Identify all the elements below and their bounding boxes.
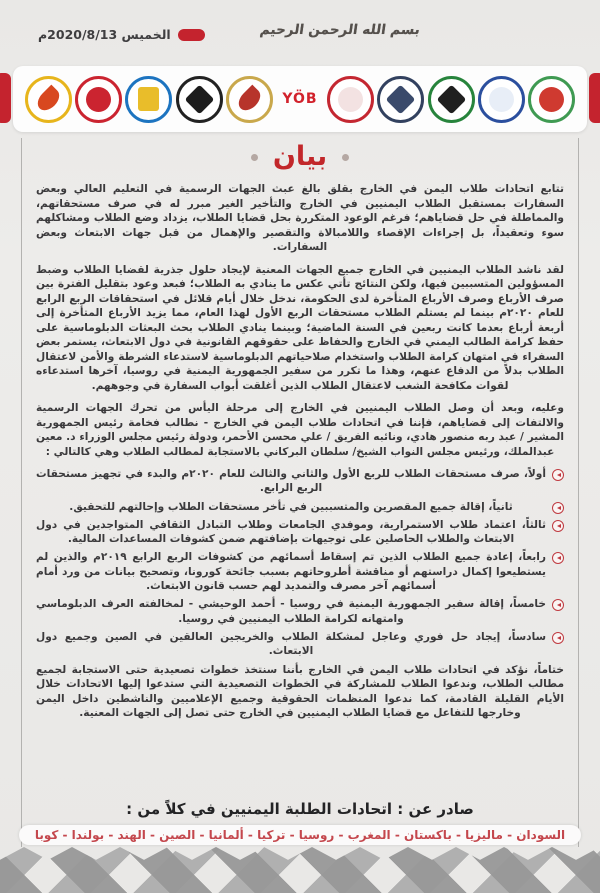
logo-gold-flame-yemen-flag <box>226 76 273 123</box>
logo-graduation-cap-black <box>176 76 223 123</box>
logo-gold-flame-yemen-flag-core <box>235 84 265 114</box>
logo-flame-open-book <box>25 76 72 123</box>
logo-yob-wordmark-glyph: YÖB <box>282 91 318 107</box>
demand-text: خامساً، إقالة سفير الجمهورية اليمنية في روسيا - أحمد الوحيشي - لمخالفته العرف الدبلوماسي وامتهانه لكرامة الطلاب اليمنيين في روسيا. <box>36 598 546 625</box>
logo-yemen-students-turkey-hands <box>75 76 122 123</box>
page-edge-line-left <box>21 138 22 847</box>
zigzag-border-decoration <box>0 847 600 893</box>
logo-ysui-tower-core <box>138 87 159 111</box>
logo-cap-over-building <box>377 76 424 123</box>
organization-logos-band <box>13 66 587 132</box>
demand-text: سادساً، إيجاد حل فوري وعاجل لمشكلة الطلاب والخريجين العالقين في الصين وجميع دول الابتعاث. <box>36 630 546 658</box>
demand-item-1 <box>36 467 564 496</box>
statement-paragraph-1: تتابع اتحادات طلاب اليمن في الخارج بقلق بالغ عبث الجهات الرسمية في التعليم العالي وبعض السفارات بمستقبل الطلاب اليمنيين في الخارج والتأخير الغير مبرر له في صرف مستحقاتهم، والمماطلة في حل قضاياهم؛ فرغم الوعود المتكررة بحل قضايا الطلاب، يزداد وضع الطلاب ومشاكلهم سوء وتعقيداً، بل إجراءات الإقصاء واللامبالاة والتقصير والإهمال من قبل جهات الابتعاث وبعض السفارات. <box>36 183 564 253</box>
red-ribbon-cap-right <box>589 73 600 123</box>
arrow-left-icon <box>557 603 561 607</box>
demand-bullet-icon <box>552 502 564 514</box>
arrow-left-icon <box>557 473 561 477</box>
title-dot-right <box>342 154 349 161</box>
demand-item-6 <box>36 630 564 659</box>
page-edge-line-right <box>578 138 579 847</box>
demand-item-3 <box>36 518 564 547</box>
demand-bullet-icon <box>552 552 564 564</box>
logo-malaysia-union-flags <box>478 76 525 123</box>
logo-graduates-red-circle-core <box>338 87 363 112</box>
arrow-left-icon <box>557 556 561 560</box>
bismillah-calligraphy: بسم الله الرحمن الرحيم <box>258 22 422 38</box>
demand-item-2 <box>36 500 564 514</box>
arrow-left-icon <box>557 506 561 510</box>
logo-pakistan-union-book <box>428 76 475 123</box>
demand-bullet-icon <box>552 469 564 481</box>
logo-india-union-emblem-core <box>539 87 564 112</box>
arrow-left-icon <box>557 636 561 640</box>
closing-paragraph: ختاماً، نؤكد في اتحادات طلاب اليمن في الخارج بأننا سنتخذ خطوات تصعيدية حتى الاستجابة لجميع مطالب الطلاب، وندعوا الطلاب للمشاركة في الخطوات التصعيدية التي ستدعوا إليها الاتحادات خلال الأيام القليلة القادمة، كما ندعوا المنظمات الحقوقية وجميع الإعلاميين والناشطين داخل اليمن وخارجها للتفاعل مع قضايا الطلاب اليمنيين في الخارج حتى تصل إلى الجهات المعنية. <box>36 663 564 720</box>
demand-bullet-icon <box>552 599 564 611</box>
demand-text: أولاً، صرف مستحقات الطلاب للربع الأول والثاني والثالث للعام ٢٠٢٠م والبدء في تجهيز مستحقات الربع الرابع. <box>36 468 546 495</box>
demand-text: ثالثاً، اعتماد طلاب الاستمرارية، وموفدي الجامعات وطلاب التبادل الثقافي المتواجدين في دول الابتعاث والطلاب الحاصلين على توجيهات بإضافتهم ضمن كشوفات المساعدات المالية. <box>36 518 546 546</box>
logo-malaysia-union-flags-core <box>489 87 514 112</box>
logo-graduation-cap-black-core <box>184 84 214 114</box>
logo-pakistan-union-book-core <box>436 84 466 114</box>
logo-cap-over-building-core <box>386 84 416 114</box>
arrow-left-icon <box>557 524 561 528</box>
logo-graduates-red-circle <box>327 76 374 123</box>
logo-yob-wordmark <box>276 76 323 123</box>
demand-bullet-icon <box>552 520 564 532</box>
red-ribbon-cap-left <box>0 73 11 123</box>
date-bullet-icon <box>178 29 205 41</box>
demand-text: رابعاً، إعادة جميع الطلاب الذين تم إسقاط أسمائهم من كشوفات الربع الرابع ٢٠١٩م والذين لم يستطيعوا إكمال دراستهم أو مناقشة أطروحاتهم بسبب جائحة كورونا، وتصحيح بيانات من ورد أمام أسمائهم آخر مصرف والتمديد لهم حسب قانون الابتعاث. <box>36 551 546 593</box>
date-group <box>38 27 205 42</box>
logo-yemen-students-turkey-hands-core <box>86 87 111 112</box>
logo-flame-open-book-core <box>33 84 63 114</box>
document-body <box>36 140 564 795</box>
title-dot-left <box>251 154 258 161</box>
logo-ysui-tower <box>125 76 172 123</box>
demand-item-5 <box>36 597 564 626</box>
demand-text: ثانياً، إقالة جميع المقصرين والمتسببين في تأخر مستحقات الطلاب وإحالتهم للتحقيق. <box>69 500 513 513</box>
demand-bullet-icon <box>552 632 564 644</box>
statement-paragraph-2: لقد ناشد الطلاب اليمنيين في الخارج جميع الجهات المعنية لإيجاد حلول جذرية لقضايا الطلاب وضبط المسؤولين المتسببين فيها، ولكن النتائج تأتي عكس ما ينادي به الطلاب؛ فبعد وعود بتقليل الفترة بين صرف الأرباع وصرف الأرباع المتأخرة لدى الحكومة، ندخل خلال أيام قلائل في استحقاقات الربع الرابع للعام ٢٠٢٠م بينما لم يستلم الطلاب مستحقات الربع الأول لهذا العام، مما يزيد الأرباع المتأخرة إلى أربعة أرباع بعدما كانت ربعين في السنة الماضية؛ وبينما ينادي الطلاب بحث البعثات الدبلوماسية على حفظ كرامة الطالب اليمني في الخارج والحفاظ على حقوقهم القانونية في دول الابتعاث، يستمر بعض السفراء في امتهان كرامة الطلاب واستخدام صلاحياتهم الدبلوماسية لاستدعاء الشرطة والأمن لاعتقال الطلاب بدلاً من الدفاع عنهم، وهذا ما تكرر من سفير الجمهورية اليمنية في روسيا، آخرها استدعاءه لقوات مكافحة الشغب لاعتقال الطلاب الذين أغلقت أبواب السفارة في وجوههم. <box>36 263 564 392</box>
statement-title-row <box>36 142 564 172</box>
page-title: بيان <box>272 141 328 172</box>
date-text: الخميس 2020/8/13م <box>38 27 171 42</box>
countries-list: السودان - ماليزيا - باكستان - المغرب - روسيا - تركيا - ألمانيا - الصين - الهند - بولندا - كوبا <box>19 825 581 845</box>
demands-list <box>36 467 564 659</box>
demand-item-4 <box>36 550 564 593</box>
statement-paragraph-3: وعليه، وبعد أن وصل الطلاب اليمنيين في الخارج إلى مرحلة اليأس من تحرك الجهات الرسمية والالتفات إلى قضاياهم، فإننا في اتحادات طلاب اليمن في الخارج - نطالب فخامة رئيس الجمهورية المشير / عبد ربه منصور هادي، ونائبه الفريق / علي محسن الأحمر، ودولة رئيس مجلس الوزراء د. معين عبدالملك، ورئيس مجلس النواب الشيخ/ سلطان البركاني بالاستجابة لمطالب الطلاب وهي كالتالي : <box>36 402 564 458</box>
issued-by-line: صادر عن : اتحادات الطلبة اليمنيين في كلاً من : <box>126 800 474 818</box>
logo-india-union-emblem <box>528 76 575 123</box>
footer <box>0 800 600 845</box>
